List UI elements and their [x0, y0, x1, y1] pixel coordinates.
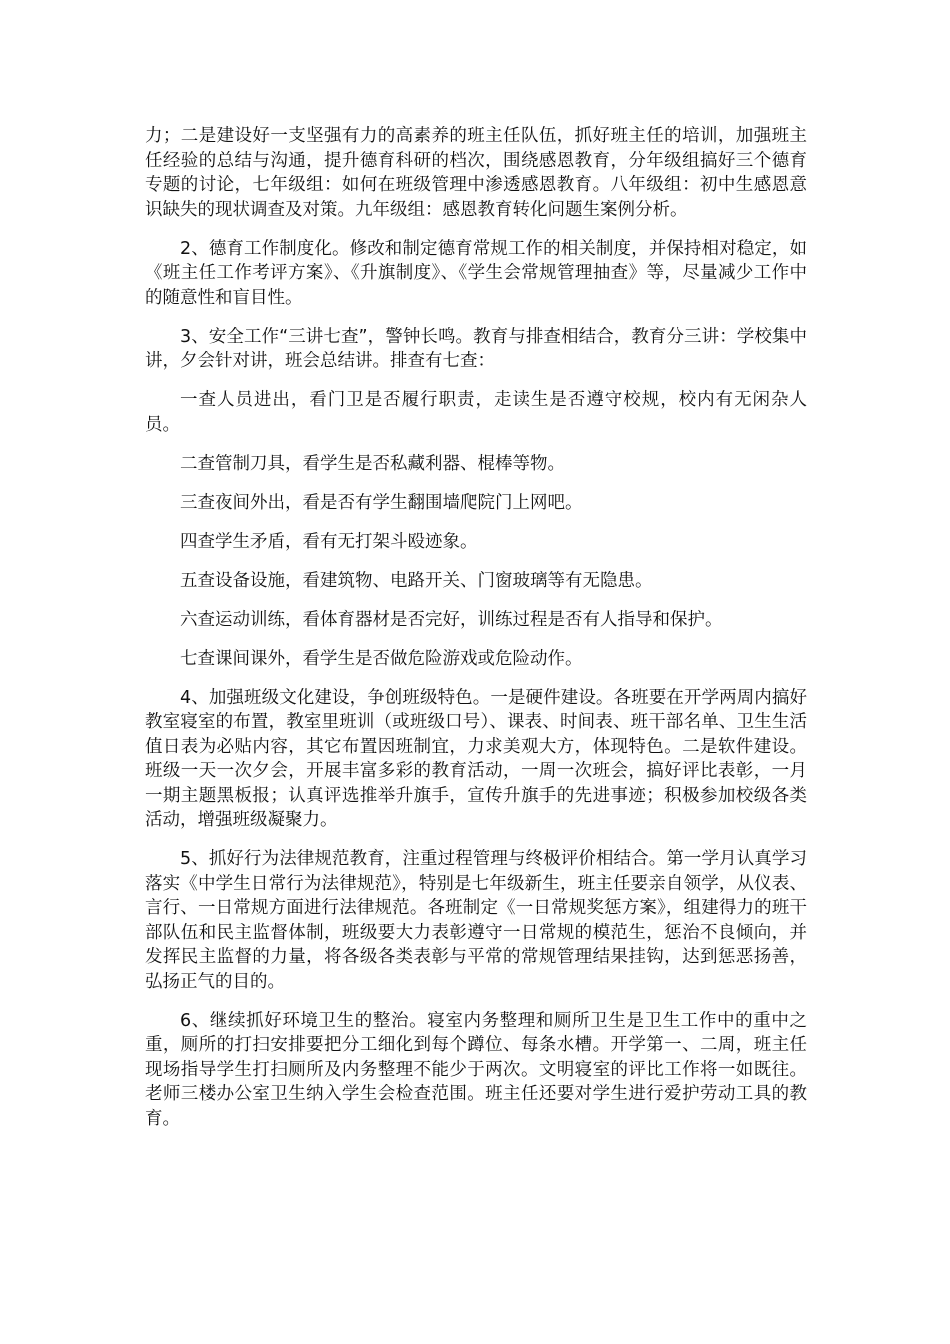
check-item-3: 三查夜间外出，看是否有学生翻围墙爬院门上网吧。: [180, 492, 583, 513]
paragraph-item-6: 6、继续抓好环境卫生的整治。寝室内务整理和厕所卫生是卫生工作中的重中之重，厕所的打扫安排要把分工细化到每个蹲位、每条水槽。开学第一、二周，班主任现场指导学生打扫厕所及内务整理不能少于两次。文明寝室的评比工作将一如既往。老师三楼办公室卫生纳入学生会检查范围。班主任还要对学生进行爱护劳动工具的教育。: [145, 1010, 807, 1129]
check-item-1: 一查人员进出，看门卫是否履行职责，走读生是否遵守校规，校内有无闲杂人员。: [145, 390, 807, 435]
paragraph-item-5: 5、抓好行为法律规范教育，注重过程管理与终极评价相结合。第一学月认真学习落实《中学生日常行为法律规范》，特别是七年级新生，班主任要亲自领学，从仪表、言行、一日常规方面进行法律规范。各班制定《一日常规奖惩方案》，组建得力的班干部队伍和民主监督体制，班级要大力表彰遵守一日常规的模范生，惩治不良倾向，并发挥民主监督的力量，将各级各类表彰与平常的常规管理结果挂钩，达到惩恶扬善，弘扬正气的目的。: [145, 849, 807, 992]
paragraph-item-3: 3、安全工作“三讲七查”，警钟长鸣。教育与排查相结合，教育分三讲：学校集中讲，夕会针对讲，班会总结讲。排查有七查：: [145, 326, 807, 371]
check-item-5: 五查设备设施，看建筑物、电路开关、门窗玻璃等有无隐患。: [180, 570, 653, 591]
paragraph-item-2: 2、德育工作制度化。修改和制定德育常规工作的相关制度，并保持相对稳定，如《班主任工作考评方案》、《升旗制度》、《学生会常规管理抽查》等，尽量减少工作中的随意性和盲目性。: [145, 238, 807, 308]
check-item-4: 四查学生矛盾，看有无打架斗殴迹象。: [180, 531, 478, 552]
document-body: [145, 124, 807, 1146]
paragraph-continuation: 力；二是建设好一支坚强有力的高素养的班主任队伍，抓好班主任的培训，加强班主任经验的总结与沟通，提升德育科研的档次，围绕感恩教育，分年级组搞好三个德育专题的讨论，七年级组：如何在班级管理中渗透感恩教育。八年级组：初中生感恩意识缺失的现状调查及对策。九年级组：感恩教育转化问题生案例分析。: [145, 126, 807, 220]
check-item-7: 七查课间课外，看学生是否做危险游戏或危险动作。: [180, 648, 583, 669]
paragraph-item-4: 4、加强班级文化建设，争创班级特色。一是硬件建设。各班要在开学两周内搞好教室寝室的布置，教室里班训（或班级口号）、课表、时间表、班干部名单、卫生生活值日表为必贴内容，其它布置因班制宜，力求美观大方，体现特色。二是软件建设。班级一天一次夕会，开展丰富多彩的教育活动，一周一次班会，搞好评比表彰，一月一期主题黑板报；认真评选推举升旗手，宣传升旗手的先进事迹；积极参加校级各类活动，增强班级凝聚力。: [145, 687, 807, 830]
check-item-2: 二查管制刀具，看学生是否私藏利器、棍棒等物。: [180, 453, 565, 474]
check-item-6: 六查运动训练，看体育器材是否完好，训练过程是否有人指导和保护。: [180, 609, 723, 630]
